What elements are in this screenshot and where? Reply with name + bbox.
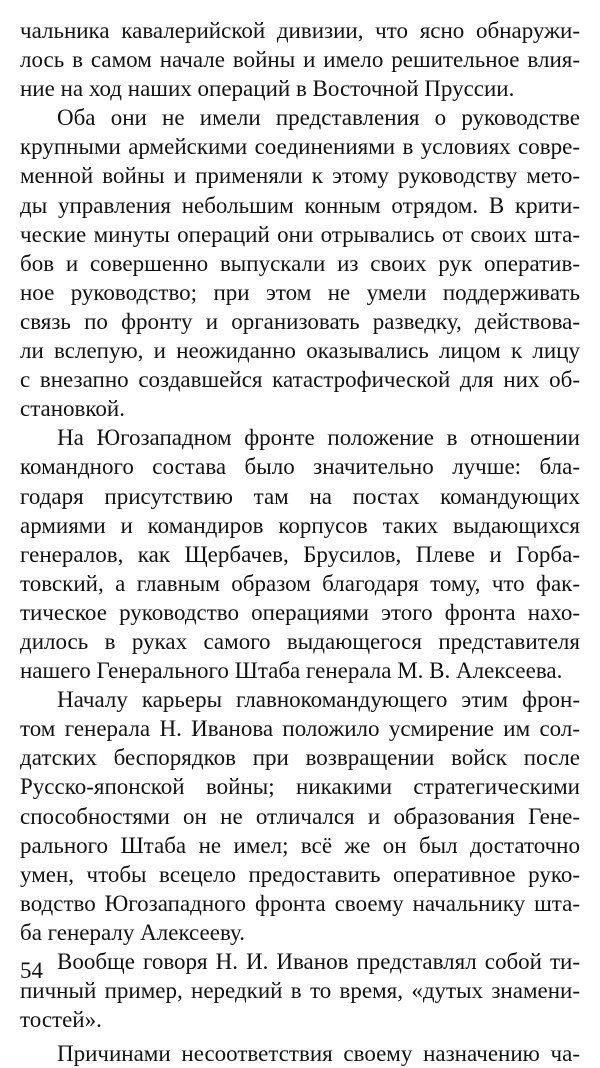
page-body — [20, 16, 580, 1068]
text-line: годаря присутствию там на постах командующих — [20, 483, 580, 509]
text-line: товский, а главным образом благодаря тому, что фак- — [20, 570, 580, 596]
text-line: рального Штаба не имел; всё же он был достаточно — [20, 832, 580, 858]
text-line: том генерала Н. Иванова положило усмирение им сол- — [20, 716, 580, 742]
text-line: ды управления небольшим конным отрядом. В крити- — [20, 192, 580, 218]
text-line: ба генералу Алексееву. — [20, 919, 245, 945]
text-line: дилось в руках самого выдающегося представителя — [20, 628, 580, 654]
text-line: лось в самом начале войны и имело решительное влия- — [20, 47, 580, 73]
text-line: нашего Генерального Штаба генерала М. В. Алексеева. — [20, 658, 563, 684]
paragraph — [20, 685, 580, 947]
text-line: Русско-японской войны; никакими стратегическими — [20, 774, 580, 800]
paragraph — [20, 16, 580, 103]
text-line: ли вслепую, и неожиданно оказывались лицом к лицу — [20, 338, 580, 364]
text-line: чальника кавалерийской дивизии, что ясно обнаружи- — [20, 18, 580, 43]
text-line: связь по фронту и организовать разведку, действова- — [20, 308, 580, 334]
text-line: бов и совершенно выпускали из своих рук оператив- — [20, 250, 580, 276]
text-line: Оба они не имели представления о руководстве — [57, 105, 580, 131]
text-line: ное руководство; при этом не умели поддерживать — [20, 279, 580, 305]
text-line: тостей». — [20, 1007, 102, 1033]
text-line: ние на ход наших операций в Восточной Пруссии. — [20, 76, 515, 102]
text-line: армиями и командиров корпусов таких выдающихся — [20, 512, 580, 538]
text-line: менной войны и применяли к этому руководству мето- — [20, 163, 580, 189]
page-number: 54 — [20, 958, 43, 983]
text-line: генералов, как Щербачев, Брусилов, Плеве и Горба- — [20, 541, 580, 567]
paragraph — [20, 1039, 580, 1068]
paragraph — [20, 423, 580, 685]
text-line: командного состава было значительно лучше: бла- — [20, 454, 580, 480]
text-line: датских беспорядков при возвращении войск после — [20, 745, 580, 771]
text-line: Вообще говоря Н. И. Иванов представлял собой ти- — [57, 949, 580, 974]
paragraph — [20, 947, 580, 1034]
text-line: На Югозападном фронте положение в отношении — [57, 425, 580, 451]
text-line: крупными армейскими соединениями в условиях совре- — [20, 134, 580, 160]
text-line: тическое руководство операциями этого фронта нахо- — [20, 599, 580, 625]
text-line: Причинами несоответствия своему назначению ча- — [57, 1041, 580, 1067]
text-line: с внезапно создавшейся катастрофической для них об- — [20, 367, 580, 393]
text-line: Началу карьеры главнокомандующего этим фрон- — [57, 687, 580, 713]
text-line: ческие минуты операций они отрывались от своих шта- — [20, 221, 580, 247]
text-line: пичный пример, нередкий в то время, «дутых знамени- — [20, 978, 580, 1004]
text-line: становкой. — [20, 396, 125, 422]
text-line: умен, чтобы всецело предоставить оперативное руко- — [20, 861, 580, 887]
text-line: способностями он не отличался и образования Гене- — [20, 803, 580, 829]
paragraph — [20, 103, 580, 423]
text-line: водство Югозападного фронта своему начальнику шта- — [20, 890, 580, 916]
